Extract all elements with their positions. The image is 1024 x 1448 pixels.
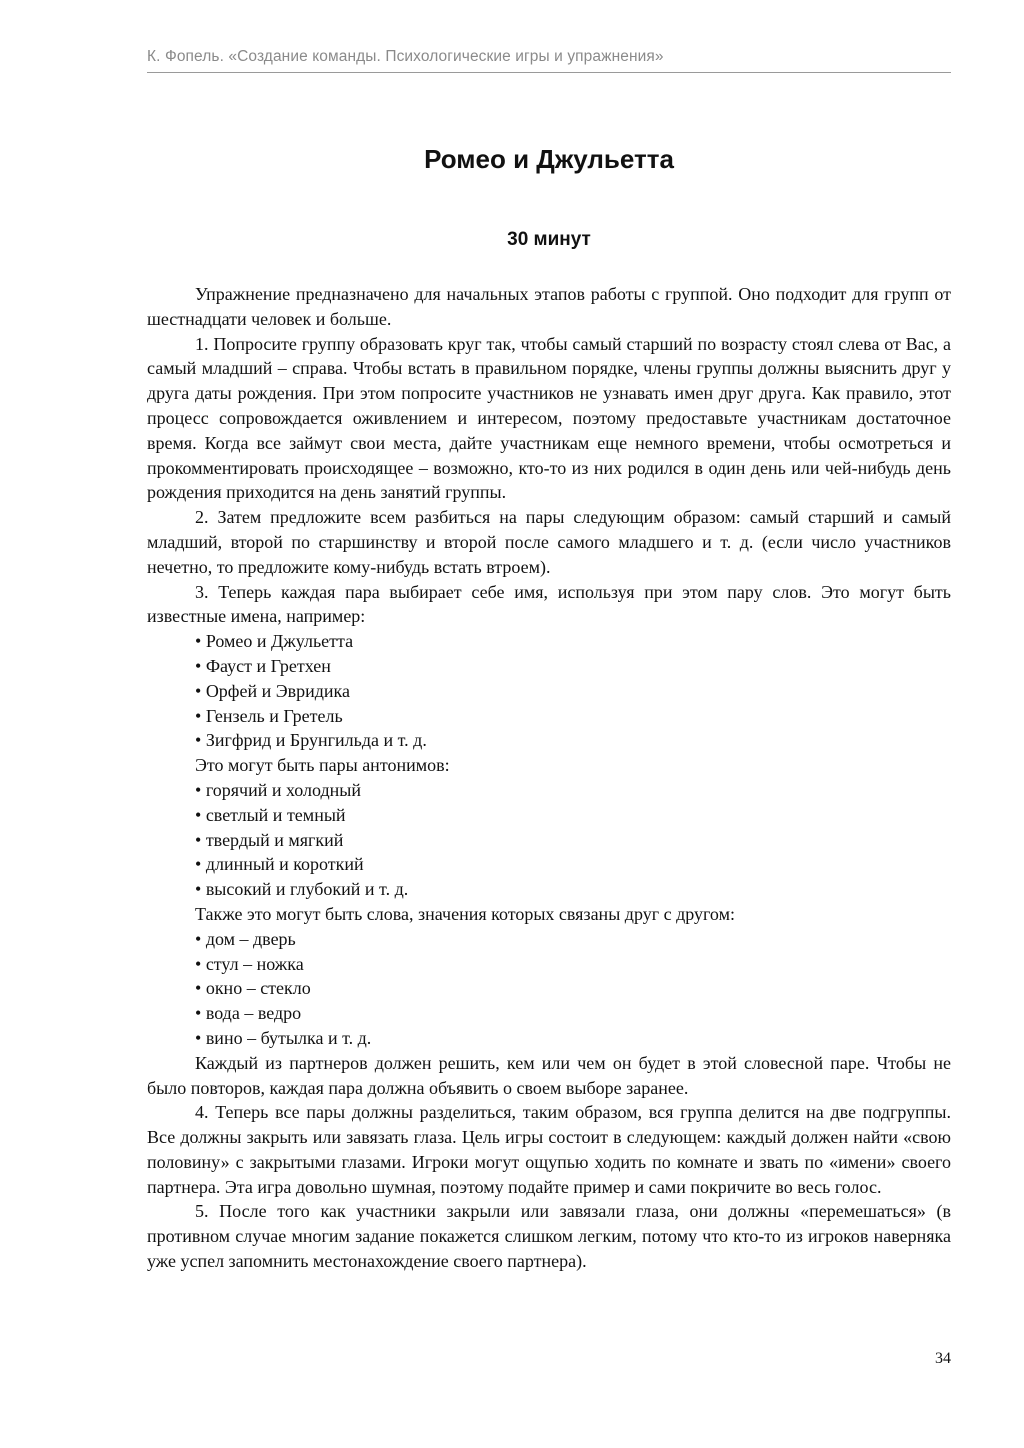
list-item: • вино – бутылка и т. д.: [195, 1026, 951, 1051]
header-rule: [147, 72, 951, 73]
list-item: • дом – дверь: [195, 927, 951, 952]
list-item: • высокий и глубокий и т. д.: [195, 877, 951, 902]
running-header: К. Фопель. «Создание команды. Психологические игры и упражнения»: [147, 48, 664, 65]
antonyms-list: [147, 778, 951, 902]
antonyms-intro: Это могут быть пары антонимов:: [195, 755, 450, 776]
step-2-paragraph: 2. Затем предложите всем разбиться на пары следующим образом: самый старший и самый младший, второй по старшинству и второй после самого младшего и т. д. (если число участников нечетно, то предложите кому-нибудь встать втроем).: [147, 507, 951, 577]
step-4-paragraph: 4. Теперь все пары должны разделиться, таким образом, вся группа делится на две подгруппы. Все должны закрыть или завязать глаза. Цель игры состоит в следующем: каждый должен найти «свою половину» с закрытыми глазами. Игроки могут ощупью ходить по комнате и звать по «имени» своего партнера. Эта игра довольно шумная, поэтому подайте пример и сами покричите во весь голос.: [147, 1102, 951, 1197]
step-3-paragraph: 3. Теперь каждая пара выбирает себе имя, используя при этом пару слов. Это могут быть известные имена, например:: [147, 581, 951, 627]
list-item: • Фауст и Гретхен: [195, 654, 951, 679]
list-item: • Зигфрид и Брунгильда и т. д.: [195, 728, 951, 753]
step-1-paragraph: 1. Попросите группу образовать круг так, чтобы самый старший по возрасту стоял слева от Вас, а самый младший – справа. Чтобы встать в правильном порядке, члены группы должны выяснить друг у друга даты рождения. При этом попросите участников не узнавать имен друг друга. Как правило, этот процесс сопровождается оживлением и интересом, поэтому предоставьте участникам достаточное время. Когда все займут свои места, дайте участникам еще немного времени, чтобы осмотреться и прокомментировать происходящее – возможно, кто-то из них родился в один день или чей-нибудь день рождения приходится на день занятий группы.: [147, 333, 951, 503]
list-item: • твердый и мягкий: [195, 828, 951, 853]
related-words-list: [147, 927, 951, 1051]
list-item: • стул – ножка: [195, 952, 951, 977]
names-list: [147, 629, 951, 753]
page-title: Ромео и Джульетта: [424, 144, 674, 174]
list-item: • длинный и короткий: [195, 852, 951, 877]
list-item: • Ромео и Джульетта: [195, 629, 951, 654]
step-5-paragraph: 5. После того как участники закрыли или завязали глаза, они должны «перемешаться» (в противном случае многим задание покажется слишком легким, потому что кто-то из игроков наверняка уже успел запомнить местонахождение своего партнера).: [147, 1201, 951, 1272]
intro-paragraph: Упражнение предназначено для начальных этапов работы с группой. Оно подходит для групп от шестнадцати человек и больше.: [147, 284, 951, 329]
page-number: 34: [935, 1350, 951, 1367]
related-intro: Также это могут быть слова, значения которых связаны друг с другом:: [195, 903, 735, 924]
list-item: • вода – ведро: [195, 1001, 951, 1026]
duration-subtitle: 30 минут: [507, 229, 591, 250]
article-body: [147, 282, 951, 1274]
list-item: • светлый и темный: [195, 803, 951, 828]
list-item: • окно – стекло: [195, 976, 951, 1001]
list-item: • Орфей и Эвридика: [195, 679, 951, 704]
list-item: • Гензель и Гретель: [195, 704, 951, 729]
partner-note-paragraph: Каждый из партнеров должен решить, кем или чем он будет в этой словесной паре. Чтобы не было повторов, каждая пара должна объявить о своем выборе заранее.: [147, 1052, 951, 1098]
list-item: • горячий и холодный: [195, 778, 951, 803]
